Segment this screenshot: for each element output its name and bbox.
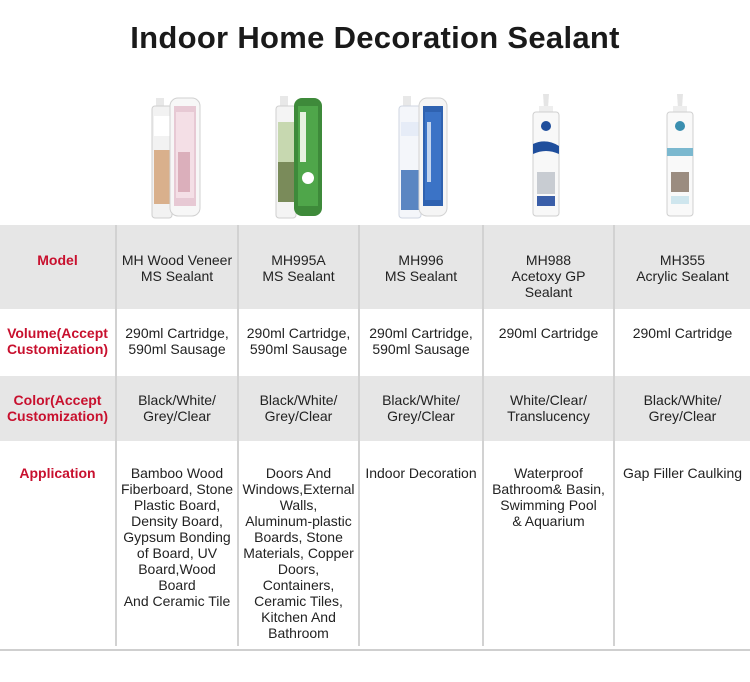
- cell-model-1: MH Wood Veneer MS Sealant: [121, 252, 233, 284]
- row-label-application: Application: [19, 465, 96, 481]
- page-title: Indoor Home Decoration Sealant: [130, 20, 620, 55]
- cell-application-5: Gap Filler Caulking: [622, 465, 743, 481]
- row-volume: [0, 309, 750, 376]
- cell-model-4: MH988 Acetoxy GP Sealant: [511, 252, 586, 300]
- bottom-divider: [0, 649, 750, 651]
- acetoxy-gp-cartridge-icon: [517, 92, 577, 220]
- acrylic-sealant-cartridge-icon: [651, 92, 711, 220]
- ms-sealant-green-tube-icon: [270, 92, 330, 220]
- cell-application-4: Waterproof Bathroom& Basin, Swimming Pool & Aquarium: [492, 465, 605, 529]
- cell-color-2: Black/White/ Grey/Clear: [259, 392, 338, 424]
- product-images: [0, 92, 750, 222]
- cell-model-2: MH995A MS Sealant: [262, 252, 335, 284]
- row-label-color: Color(Accept Customization): [6, 392, 109, 424]
- cell-volume-1: 290ml Cartridge, 590ml Sausage: [125, 325, 229, 357]
- row-application: [0, 441, 750, 646]
- cell-application-1: Bamboo Wood Fiberboard, Stone Plastic Board, Density Board, Gypsum Bonding of Board, UV Board,Wood Board And Ceramic Tile: [120, 465, 234, 609]
- cell-volume-4: 290ml Cartridge: [498, 325, 599, 341]
- cell-application-2: Doors And Windows,External Walls, Aluminum-plastic Boards, Stone Materials, Copper Doors, Containers, Ceramic Tiles, Kitchen And Bathroom: [242, 465, 355, 641]
- cell-volume-3: 290ml Cartridge, 590ml Sausage: [369, 325, 473, 357]
- cell-color-1: Black/White/ Grey/Clear: [138, 392, 216, 424]
- cell-application-3: Indoor Decoration: [365, 465, 477, 481]
- spec-table: [0, 225, 750, 646]
- cell-volume-5: 290ml Cartridge: [632, 325, 733, 341]
- cell-model-5: MH355 Acrylic Sealant: [636, 252, 729, 284]
- cell-volume-2: 290ml Cartridge, 590ml Sausage: [246, 325, 351, 357]
- wood-veneer-sealant-tube-icon: [148, 92, 208, 220]
- blue-ms-sealant-tube-icon: [393, 92, 453, 220]
- row-model: [0, 225, 750, 309]
- cell-color-5: Black/White/ Grey/Clear: [643, 392, 722, 424]
- cell-color-4: White/Clear/ Translucency: [507, 392, 590, 424]
- row-label-volume: Volume(Accept Customization): [6, 325, 109, 357]
- row-label-model: Model: [37, 252, 78, 268]
- cell-model-3: MH996 MS Sealant: [384, 252, 458, 284]
- cell-color-3: Black/White/ Grey/Clear: [382, 392, 460, 424]
- row-color: [0, 376, 750, 441]
